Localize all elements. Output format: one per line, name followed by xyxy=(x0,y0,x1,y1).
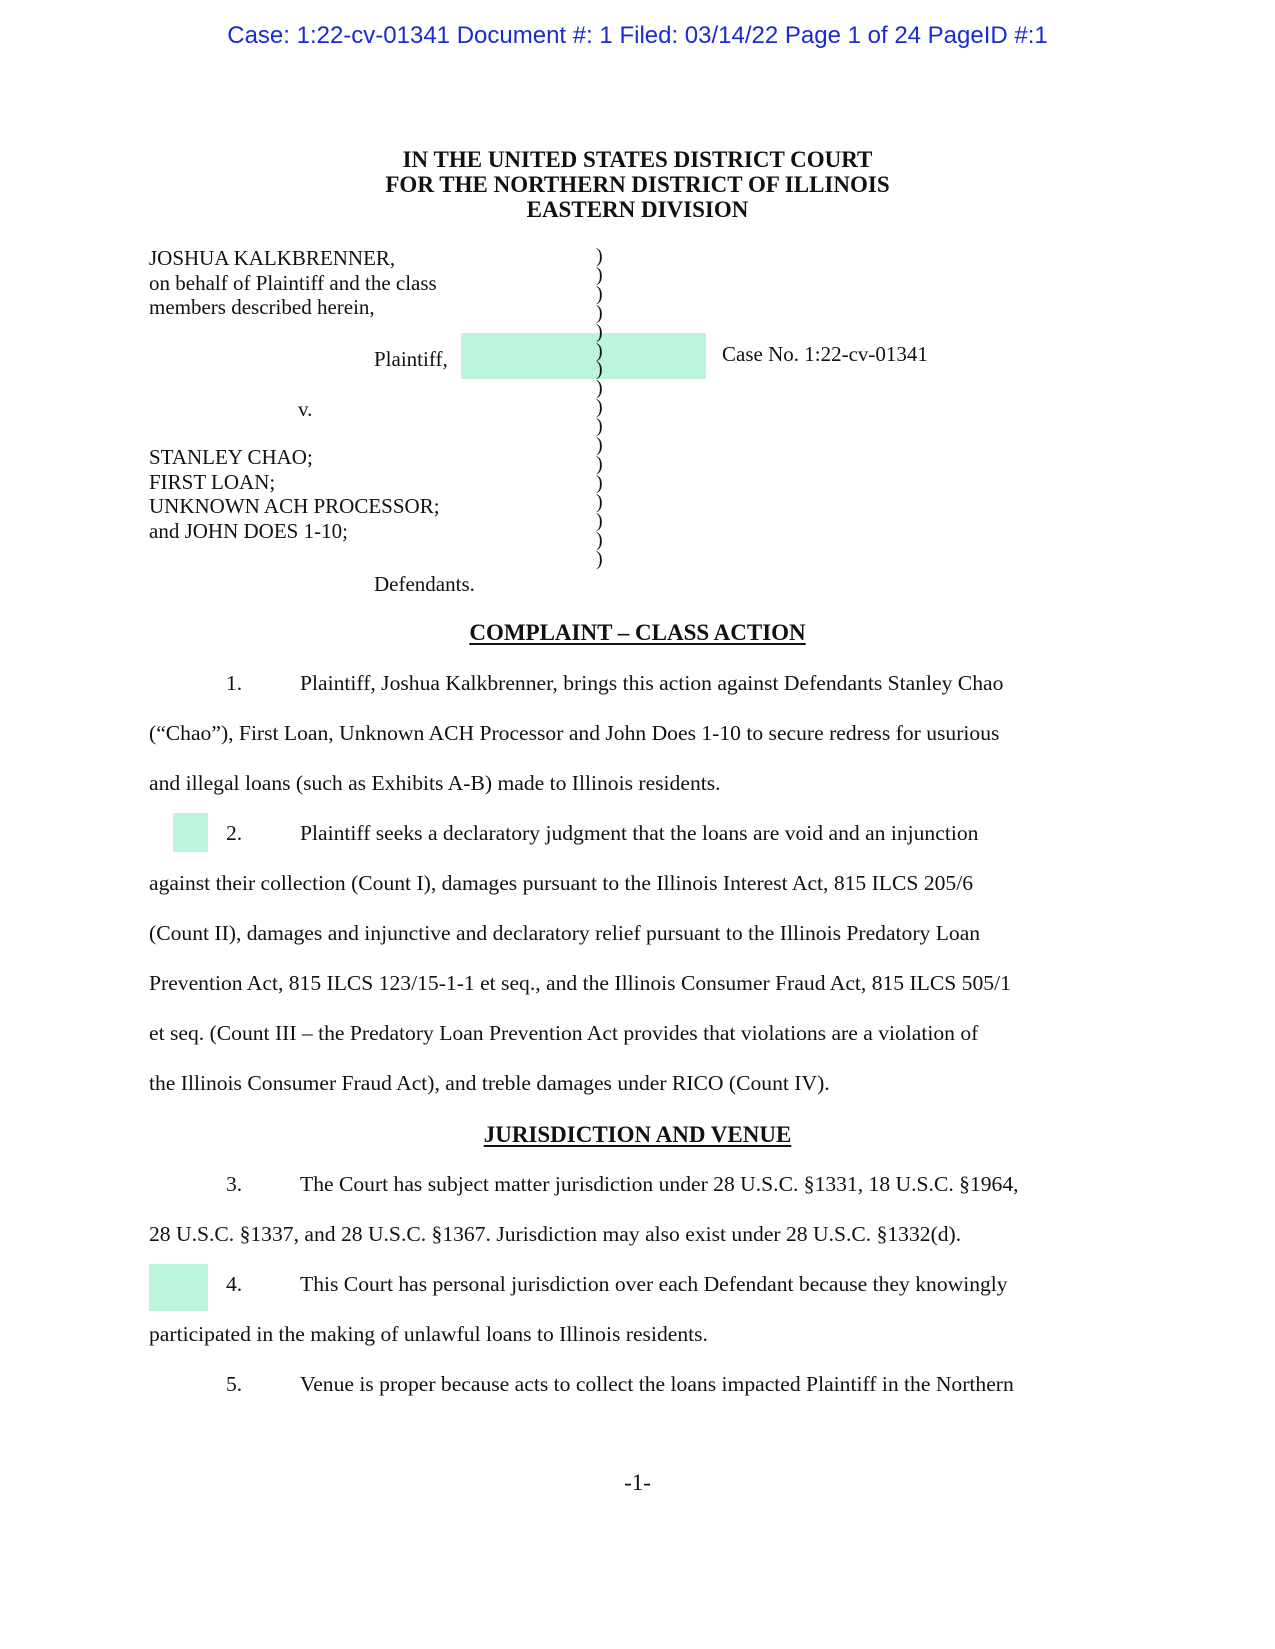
paragraph-number-2: 2. xyxy=(226,821,243,845)
highlight-marker-4 xyxy=(149,1264,208,1311)
paragraph-3-line-2: 28 U.S.C. §1337, and 28 U.S.C. §1367. Jurisdiction may also exist under 28 U.S.C. §1332(d). xyxy=(149,1222,962,1246)
paragraph-2-line-6: the Illinois Consumer Fraud Act), and treble damages under RICO (Count IV). xyxy=(149,1071,830,1095)
paragraph-number-3: 3. xyxy=(226,1172,243,1196)
paragraph-4-line-1: This Court has personal jurisdiction over each Defendant because they knowingly xyxy=(300,1272,1008,1296)
court-line-1: IN THE UNITED STATES DISTRICT COURT xyxy=(402,147,873,172)
paragraph-number-5: 5. xyxy=(226,1372,243,1396)
paragraph-2-line-5: et seq. (Count III – the Predatory Loan Prevention Act provides that violations are a violation of xyxy=(149,1021,979,1045)
defendants-block xyxy=(149,445,440,543)
paragraph-1-line-3: and illegal loans (such as Exhibits A-B) made to Illinois residents. xyxy=(149,771,721,795)
versus-label: v. xyxy=(298,397,313,421)
paragraph-1-line-2: (“Chao”), First Loan, Unknown ACH Processor and John Does 1-10 to secure redress for usurious xyxy=(149,721,1000,745)
highlight-marker-2 xyxy=(173,813,208,852)
paragraph-number-4: 4. xyxy=(226,1272,243,1296)
paragraph-2-line-2: against their collection (Count I), damages pursuant to the Illinois Interest Act, 815 ILCS 205/6 xyxy=(149,871,973,895)
paragraph-2-line-4: Prevention Act, 815 ILCS 123/15-1-1 et seq., and the Illinois Consumer Fraud Act, 815 ILCS 505/1 xyxy=(149,971,1011,995)
defendants-label: Defendants. xyxy=(374,572,475,596)
defendant-3: UNKNOWN ACH PROCESSOR; xyxy=(149,494,440,518)
court-line-3: EASTERN DIVISION xyxy=(526,197,749,222)
defendant-1: STANLEY CHAO; xyxy=(149,445,313,469)
defendant-4: and JOHN DOES 1-10; xyxy=(149,518,348,543)
paragraph-2-line-1: Plaintiff seeks a declaratory judgment that the loans are void and an injunction xyxy=(300,821,979,845)
paragraph-3-line-1: The Court has subject matter jurisdiction under 28 U.S.C. §1331, 18 U.S.C. §1964, xyxy=(300,1172,1019,1196)
paragraph-2-line-3: (Count II), damages and injunctive and declaratory relief pursuant to the Illinois Predatory Loan xyxy=(149,921,981,945)
plaintiff-label: Plaintiff, xyxy=(374,347,448,371)
court-line-2: FOR THE NORTHERN DISTRICT OF ILLINOIS xyxy=(385,172,890,197)
complaint-title: COMPLAINT – CLASS ACTION xyxy=(469,620,806,645)
paragraph-number-1: 1. xyxy=(226,671,243,695)
plaintiff-description-1: on behalf of Plaintiff and the class xyxy=(149,270,437,295)
paragraph-1-line-1: Plaintiff, Joshua Kalkbrenner, brings this action against Defendants Stanley Chao xyxy=(300,671,1004,695)
plaintiff-name: JOSHUA KALKBRENNER, xyxy=(149,246,396,270)
court-heading xyxy=(0,147,1275,222)
page-number: -1- xyxy=(624,1470,651,1495)
caption-parenthesis-column: ) ) ) ) ) ) ) ) ) ) ) ) ) ) ) ) ) xyxy=(596,245,603,570)
case-number: Case No. 1:22-cv-01341 xyxy=(722,342,928,366)
paragraph-5-line-1: Venue is proper because acts to collect the loans impacted Plaintiff in the Northern xyxy=(300,1372,1014,1396)
plaintiff-description-2: members described herein, xyxy=(149,295,375,319)
ecf-header-stamp: Case: 1:22-cv-01341 Document #: 1 Filed: 03/14/22 Page 1 of 24 PageID #:1 xyxy=(227,22,1048,49)
defendant-2: FIRST LOAN; xyxy=(149,469,276,494)
paragraph-4-line-2: participated in the making of unlawful loans to Illinois residents. xyxy=(149,1322,708,1346)
section-heading-jurisdiction: JURISDICTION AND VENUE xyxy=(483,1122,792,1147)
plaintiff-block xyxy=(149,246,437,320)
highlight-box xyxy=(461,333,706,379)
